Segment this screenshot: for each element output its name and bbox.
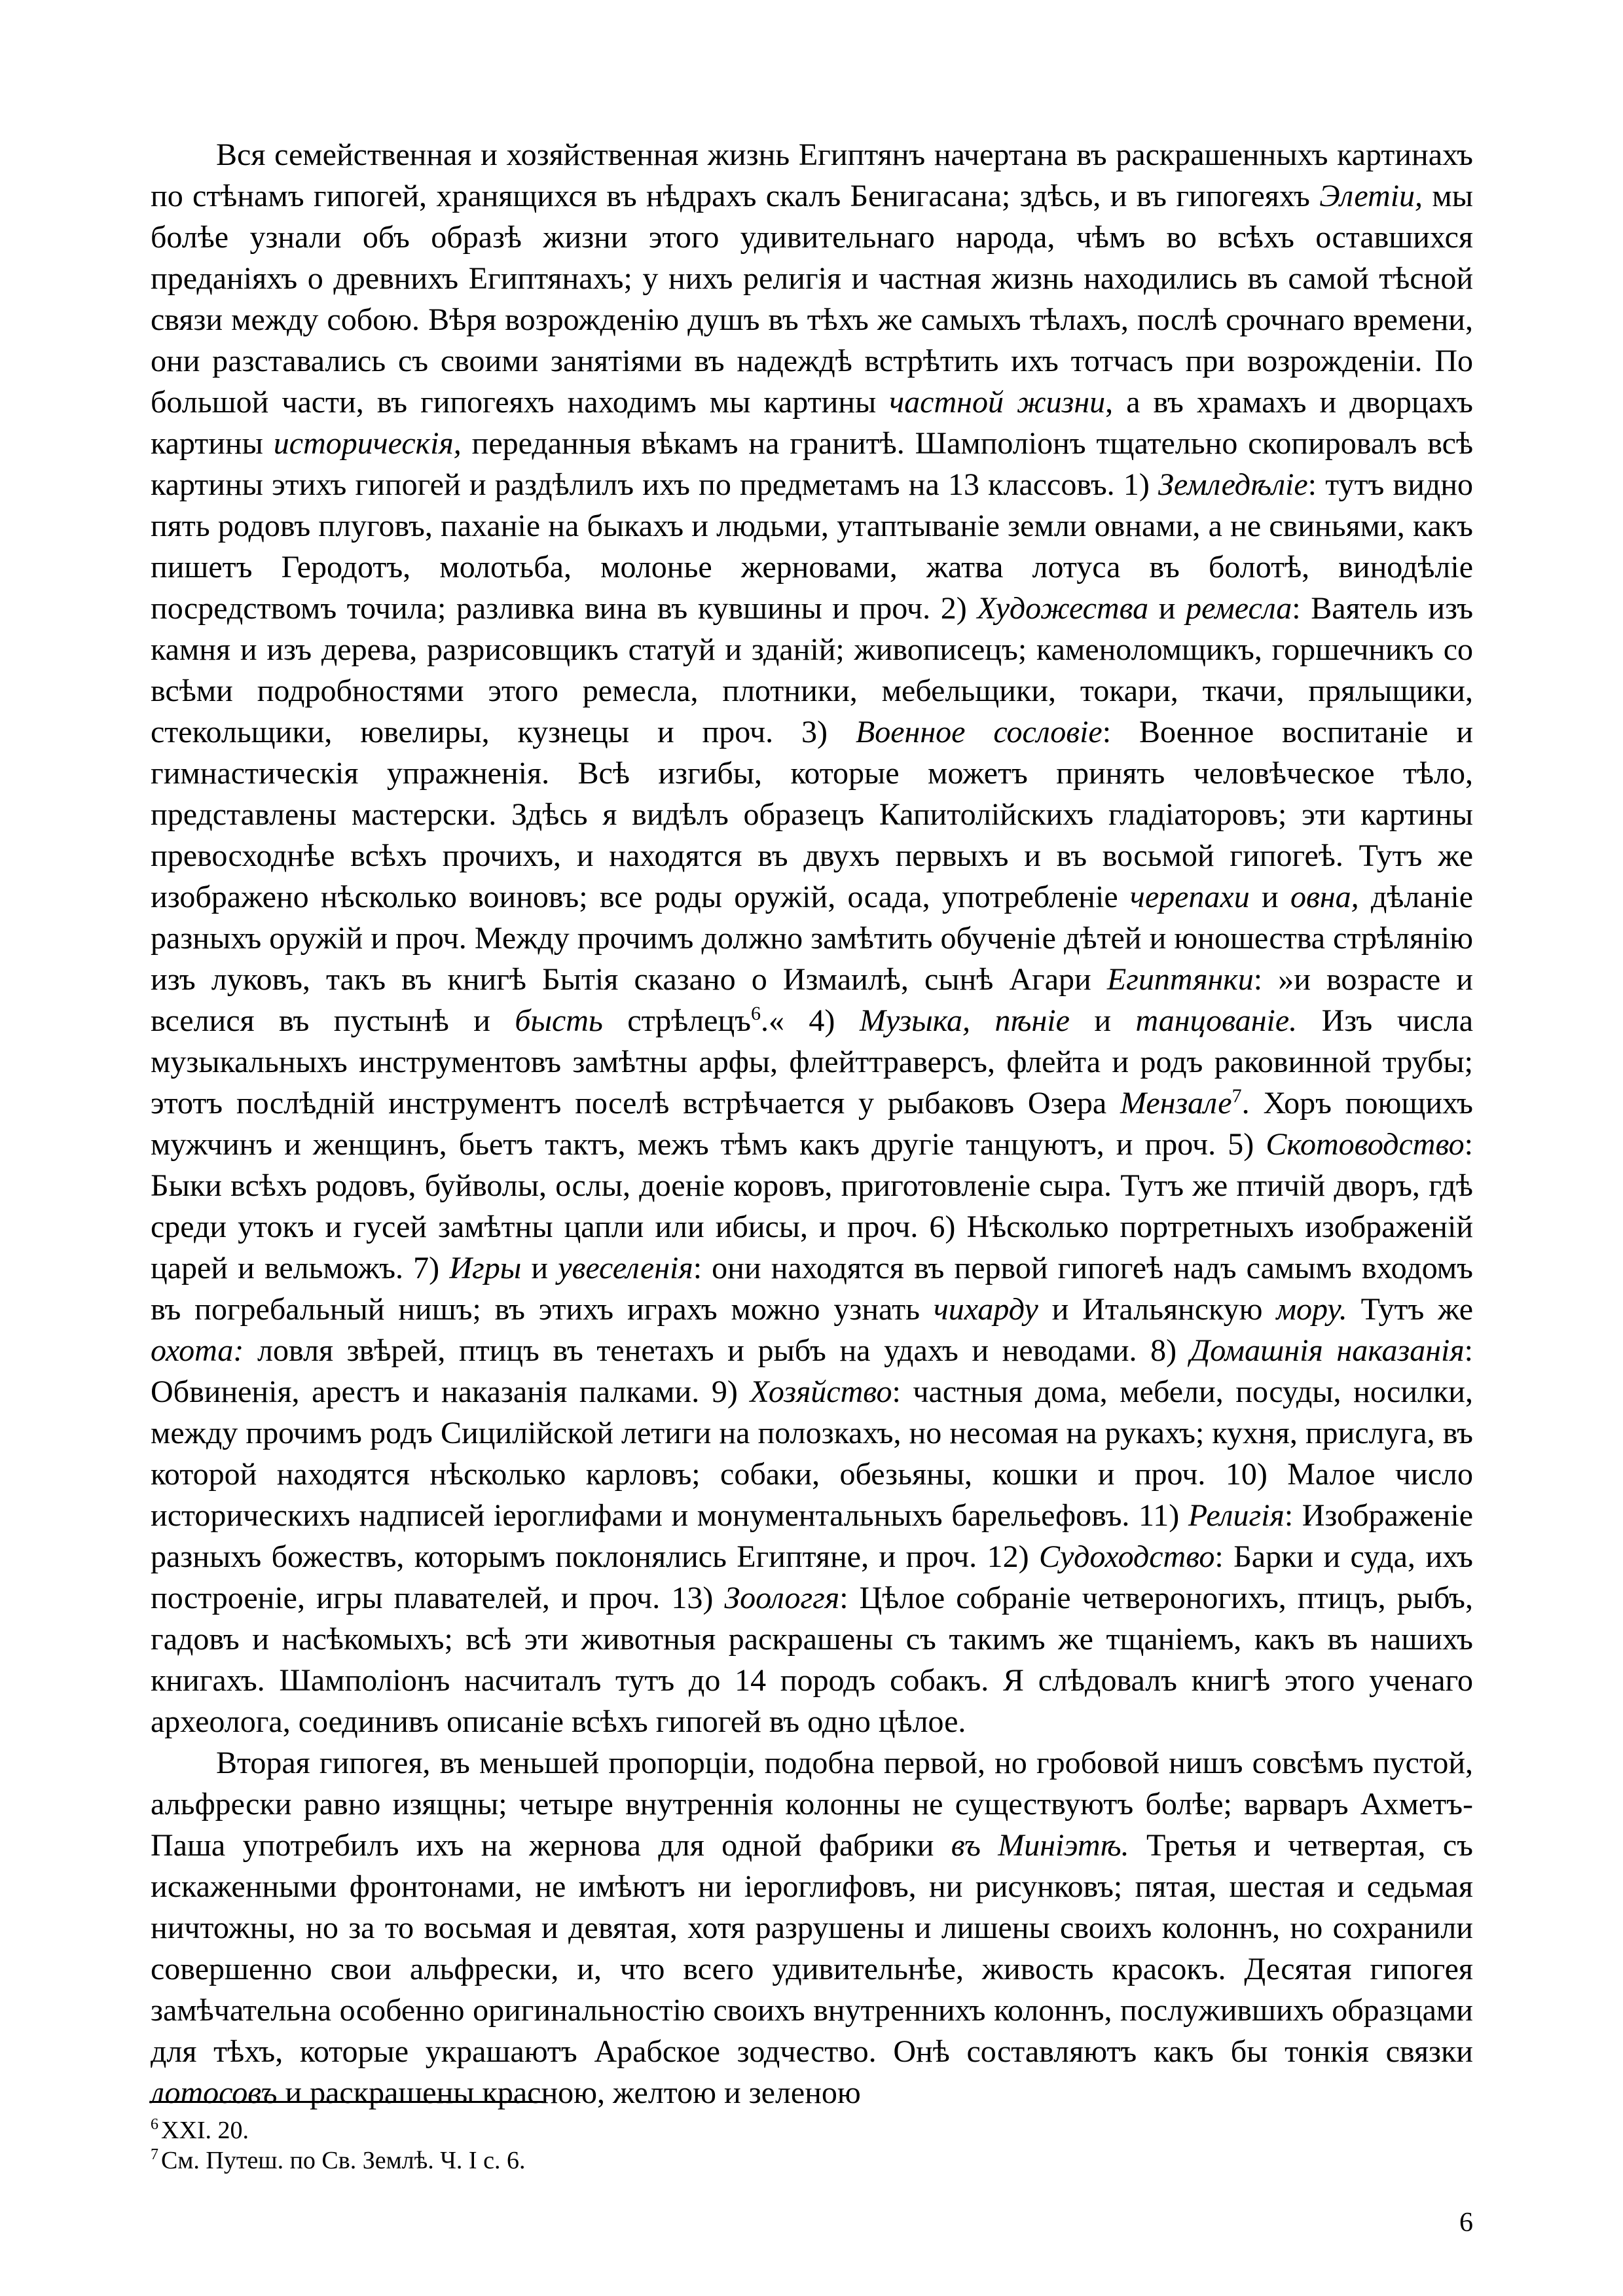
- text-run: Изъ числа музыкальныхъ инструментовъ замѣтны арфы, флейттраверсъ, флейта и родъ раковинной трубы; этотъ послѣдній инструментъ поселѣ встрѣчается у рыбаковъ Озера: [151, 1003, 1474, 1121]
- text-run: и Итальянскую: [1038, 1292, 1277, 1327]
- text-run: : они находятся въ первой гипогеѣ надъ самымъ входомъ въ погребальный нишъ; въ этихъ играхъ можно узнать: [151, 1251, 1473, 1327]
- text-run: : тутъ видно пять родовъ плуговъ, паханіе на быкахъ и людьми, утаптываніе земли овнами, а не свиньями, какъ пишетъ Геродотъ, молотьба, молонье жерновами, жатва лотуса въ болотѣ, винодѣліе посредствомъ точила; разливка вина въ кувшины и проч. 2): [151, 467, 1474, 626]
- text-run: : Барки и суда, ихъ построеніе, игры плавателей, и проч. 13): [151, 1539, 1473, 1615]
- text-run: : Обвиненія, арестъ и наказанія палками. 9): [151, 1333, 1473, 1409]
- italic-text: Зоологгя: [724, 1581, 840, 1615]
- document-page: [151, 0, 1473, 2296]
- footnote-reference: 6: [750, 1003, 761, 1024]
- text-run: и раскрашены красною, желтою и зеленою: [277, 2075, 861, 2110]
- text-run: Вторая гипогея, въ меньшей пропорціи, подобна первой, но гробовой нишъ совсѣмъ пустой, альфрески равно изящны; четыре внутреннія колонны не существуютъ болѣе; варваръ Ахметъ-Паша употребилъ ихъ на жернова для одной фабрики: [151, 1746, 1473, 1863]
- text-run: : Военное воспитаніе и гимнастическія упражненія. Всѣ изгибы, которые можетъ принять человѣческое тѣло, представлены мастерски. Здѣсь я видѣлъ образецъ Капитолійскихъ гладіаторовъ; эти картины превосходнѣе всѣхъ прочихъ, и находятся въ двухъ первыхъ и въ восьмой гипогеѣ. Тутъ же изображено нѣсколько воиновъ; все роды оружій, осада, употребленіе: [151, 715, 1474, 914]
- text-run: : Ваятель изъ камня и изъ дерева, разрисовщикъ статуй и зданій; живописецъ; каменоломщикъ, горшечникъ со всѣми подробностями этого ремесла, плотники, мебельщики, токари, ткачи, прялыщики, стекольщики, ювелиры, кузнецы и проч. 3): [151, 591, 1474, 749]
- paragraph-1: [151, 134, 1473, 1742]
- italic-text: охота:: [151, 1333, 244, 1368]
- footnote-reference: 7: [1231, 1085, 1242, 1107]
- text-run: и: [1249, 880, 1290, 914]
- text-run: : Быки всѣхъ родовъ, буйволы, ослы, доеніе коровъ, приготовленіе сыра. Тутъ же птичій дворъ, гдѣ среди утокъ и гусей замѣтны цапли или ибисы, и проч. 6) Нѣсколько портретныхъ изображеній царей и вельможъ. 7): [151, 1127, 1473, 1285]
- footnote-6: [151, 2115, 1473, 2145]
- italic-text: Элетіи,: [1319, 179, 1423, 213]
- italic-text: историческія,: [273, 426, 462, 461]
- italic-text: Домашнія наказанія: [1190, 1333, 1465, 1368]
- footnote-text: XXI. 20.: [161, 2117, 249, 2144]
- body-text: [151, 134, 1473, 2113]
- footnotes: [151, 2115, 1473, 2176]
- italic-text: черепахи: [1129, 880, 1250, 914]
- italic-text: частной жизни: [889, 385, 1106, 420]
- italic-text: Художества: [977, 591, 1149, 626]
- text-run: и: [1069, 1003, 1136, 1038]
- italic-text: Скотоводство: [1266, 1127, 1465, 1162]
- italic-text: Судоходство: [1038, 1539, 1215, 1574]
- italic-text: Игры: [449, 1251, 522, 1285]
- text-run: , а въ храмахъ и дворцахъ картины: [151, 385, 1473, 461]
- italic-text: чихарду: [933, 1292, 1038, 1327]
- text-run: стрѣлецъ: [602, 1003, 751, 1038]
- text-run: Вся семейственная и хозяйственная жизнь Египтянъ начертана въ раскрашенныхъ картинахъ по стѣнамъ гипогей, хранящихся въ нѣдрахъ скалъ Бенигасана; здѣсь, и въ гипогеяхъ: [151, 137, 1473, 213]
- footnote-separator: [151, 2101, 543, 2103]
- italic-text: увеселенія: [558, 1251, 693, 1285]
- page-number: 6: [1459, 2208, 1473, 2238]
- italic-text: Египтянки: [1106, 962, 1254, 997]
- text-run: : Цѣлое собраніе четвероногихъ, птицъ, рыбъ, гадовъ и насѣкомыхъ; всѣ эти животныя раскрашены съ такимъ же тщаніемъ, какъ въ нашихъ книгахъ. Шамполіонъ насчиталъ тутъ до 14 породъ собакъ. Я слѣдовалъ книгѣ этого ученаго археолога, соединивъ описаніе всѣхъ гипогей въ одно цѣлое.: [151, 1581, 1473, 1739]
- italic-text: Музыка, пѣніе: [859, 1003, 1070, 1038]
- text-run: : »и возрасте и вселися въ пустынѣ и: [151, 962, 1473, 1038]
- italic-text: Хозяйство: [750, 1374, 892, 1409]
- footnote-7: [151, 2145, 1473, 2176]
- italic-text: лотосовъ: [151, 2075, 278, 2110]
- italic-text: Земледѣліе: [1158, 467, 1308, 502]
- text-run: : частныя дома, мебели, посуды, носилки, между прочимъ родъ Сицилійской летиги на полозкахъ, но несомая на рукахъ; кухня, прислуга, въ которой находятся нѣсколько карловъ; собаки, обезьяны, кошки и проч. 10) Малое число историческихъ надписей іероглифами и монументальныхъ барельефовъ. 11): [151, 1374, 1473, 1533]
- italic-text: бысть: [515, 1003, 603, 1038]
- italic-text: въ Миніэтѣ.: [951, 1828, 1129, 1863]
- text-run: ловля звѣрей, птицъ въ тенетахъ и рыбъ на удахъ и неводами. 8): [244, 1333, 1190, 1368]
- text-run: дѣланіе разныхъ оружій и проч. Между прочимъ должно замѣтить обученіе дѣтей и юношества стрѣлянію изъ луковъ, такъ въ книгѣ Бытія сказано о Измаилѣ, сынѣ Агари: [151, 880, 1474, 997]
- text-run: переданныя вѣкамъ на гранитѣ. Шамполіонъ тщательно скопировалъ всѣ картины этихъ гипогей и раздѣлилъ ихъ по предметамъ на 13 классовъ. 1): [151, 426, 1474, 502]
- italic-text: Религія: [1188, 1498, 1285, 1533]
- footnote-text: См. Путеш. по Св. Землѣ. Ч. I с. 6.: [161, 2147, 526, 2174]
- text-run: .« 4): [760, 1003, 860, 1038]
- text-run: : Изображеніе разныхъ божествъ, которымъ поклонялись Египтяне, и проч. 12): [151, 1498, 1473, 1574]
- italic-text: мору.: [1276, 1292, 1347, 1327]
- italic-text: Мензале: [1120, 1086, 1232, 1121]
- italic-text: танцованіе.: [1135, 1003, 1298, 1038]
- footnote-mark: 7: [151, 2146, 158, 2164]
- paragraph-2: [151, 1742, 1473, 2113]
- italic-text: ремесла: [1186, 591, 1292, 626]
- text-run: и: [521, 1251, 558, 1285]
- text-run: . Хоръ поющихъ мужчинъ и женщинъ, бьетъ тактъ, межъ тѣмъ какъ другіе танцуютъ, и проч. 5): [151, 1086, 1473, 1162]
- footnote-mark: 6: [151, 2116, 158, 2134]
- text-run: Третья и четвертая, съ искаженными фронтонами, не имѣютъ ни іероглифовъ, ни рисунковъ; пятая, шестая и седьмая ничтожны, но за то восьмая и девятая, хотя разрушены и лишены своихъ колоннъ, но сохранили совершенно свои альфрески, и, что всего удивительнѣе, живость красокъ. Десятая гипогея замѣчательна особенно оригинальностію своихъ внутреннихъ колоннъ, послужившихъ образцами для тѣхъ, которые украшаютъ Арабское зодчество. Онѣ составляютъ какъ бы тонкія связки: [151, 1828, 1473, 2069]
- italic-text: Военное сословіе: [855, 715, 1103, 749]
- text-run: и: [1148, 591, 1186, 626]
- text-run: Тутъ же: [1347, 1292, 1474, 1327]
- italic-text: овна,: [1290, 880, 1359, 914]
- text-run: мы болѣе узнали объ образѣ жизни этого удивительнаго народа, чѣмъ во всѣхъ оставшихся преданіяхъ о древнихъ Египтянахъ; у нихъ религія и частная жизнь находились въ самой тѣсной связи между собою. Вѣря возрожденію душъ въ тѣхъ же самыхъ тѣлахъ, послѣ срочнаго времени, они разставались съ своими занятіями въ надеждѣ встрѣтить ихъ тотчасъ при возрожденіи. По большой части, въ гипогеяхъ находимъ мы картины: [151, 179, 1473, 420]
